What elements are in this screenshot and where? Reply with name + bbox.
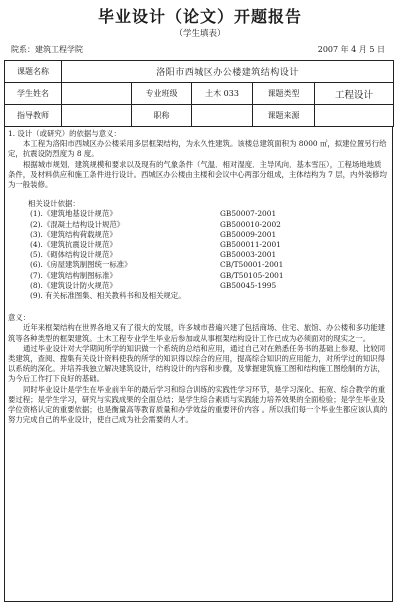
title-label: 职称 [132,105,192,127]
list-item: (9). 有关标准图集、相关教科书和及相关规定。 [30,290,186,300]
report-title: 毕业设计（论文）开题报告 [97,7,302,26]
list-item [8,220,388,230]
student-label: 学生姓名 [5,83,62,105]
topic-label: 课题名称 [5,61,62,83]
ref-code: GB500011-2001 [220,239,281,249]
content-text [8,129,388,425]
paragraph: 近年来框架结构在世界各地又有了很大的发展，许多城市普遍兴建了包括商场、住宅、旅馆、办公楼和多功能建筑等各种类型的框架建筑。土木工程专业学生毕业后参加或从事框架结构设计工作已成为必须面对的现实之一。 [8,323,386,343]
ref-name: (1).《建筑地基设计规范》 [30,209,117,219]
paragraph: 本工程为洛阳市西城区办公楼采用多层框架结构，为永久性建筑。该楼总建筑面积为 8000 ㎡，拟建位置另行给定，抗震设防烈度为 8 度。 [8,139,387,159]
report-subtitle: （学生填表） [174,29,226,39]
ref-code: GB/T50105-2001 [220,270,284,280]
ref-name: (4).《建筑抗震设计规范》 [30,239,117,249]
ref-name: (5).《砌体结构设计规范》 [30,250,117,260]
ref-code: GB50045-1995 [220,280,277,290]
topic-value: 洛阳市西城区办公楼建筑结构设计 [62,61,394,83]
info-table [4,60,394,127]
list-item [8,281,388,291]
list-item [8,230,388,240]
title-value [192,105,253,127]
advisor-value [62,105,132,127]
date-text: 2007 年 4 月 5 日 [317,45,385,54]
topic-type-value: 工程设计 [315,83,394,105]
ref-code: GB500010-2002 [220,219,281,229]
table-row [5,83,394,105]
list-item [8,271,388,281]
ref-name: (8).《建筑设计防火规范》 [30,280,117,290]
major-class-value: 土木 033 [192,83,253,105]
paragraph: 根据城市规划．建筑规模和要求以及现有的气象条件（气温．相对湿度．主导风向．基本雪压），工程场地地质条件，及材料供应和施工条件进行设计。西城区办公楼由主楼和会议中心两部分组成，主体结构为 7 层，内外装修均为一般装修。 [8,159,387,190]
list-item [8,209,388,219]
paragraph: 同时毕业设计是学生在毕业前半年的最后学习和综合训练的实践性学习环节，是学习深化、拓宽、综合教学的重要过程；是学生学习，研究与实践成果的全面总结；是学生综合素质与实践能力培养效果的全面检验；是学生毕业及学位资格认定的重要依据；也是衡量高等教育质量和办学效益的重要评价内容 。所以我们每一个毕业生都应该认真的努力完成自己的毕业设计，使自己成为社会需要的人才。 [8,384,388,425]
meta-row [11,44,385,55]
ref-name: (2).《混凝土结构设计规范》 [30,219,125,229]
ref-code: GB50007-2001 [220,209,277,219]
list-item [8,260,388,270]
table-row [5,105,394,127]
ref-code: GB50003-2001 [220,250,277,260]
department-text: 院系：建筑工程学院 [11,45,83,54]
source-label: 课题来源 [253,105,315,127]
ref-code: CB/T50001-2001 [220,260,284,270]
ref-name: (6).《房屋建筑制图统一标准》 [30,260,132,270]
advisor-label: 指导教师 [5,105,62,127]
ref-name: (7).《建筑结构制图标准》 [30,270,117,280]
content-box [4,126,393,602]
meaning-heading: 意义： [8,313,31,323]
ref-code: GB50009-2001 [220,229,277,239]
list-item [8,250,388,260]
source-value [315,105,394,127]
paragraph: 通过毕业设计对大学期间所学的知识做一个系统的总结和应用，通过自己对在熟悉任务书的基础上参观、比较同类建筑，查阅、搜集有关设计资料使我的所学的知识得以综合的应用，提高综合知识的应用能力，对所学过的知识得以系统的深化。并培养我独立解决建筑设计，结构设计的内容和步骤，及掌握建筑施工图和结构施工图绘制的方法，为今后工作打下良好的基础。 [8,343,386,384]
list-item [8,240,388,250]
topic-type-label: 课题类型 [253,83,315,105]
section1-heading: 1. 设计（或研究）的依据与意义： [8,129,121,138]
major-class-label: 专业班级 [132,83,192,105]
refs-title: 相关设计依据： [28,199,80,209]
ref-name: (3).《建筑结构荷载规范》 [30,229,117,239]
student-value [62,83,132,105]
table-row [5,61,394,83]
